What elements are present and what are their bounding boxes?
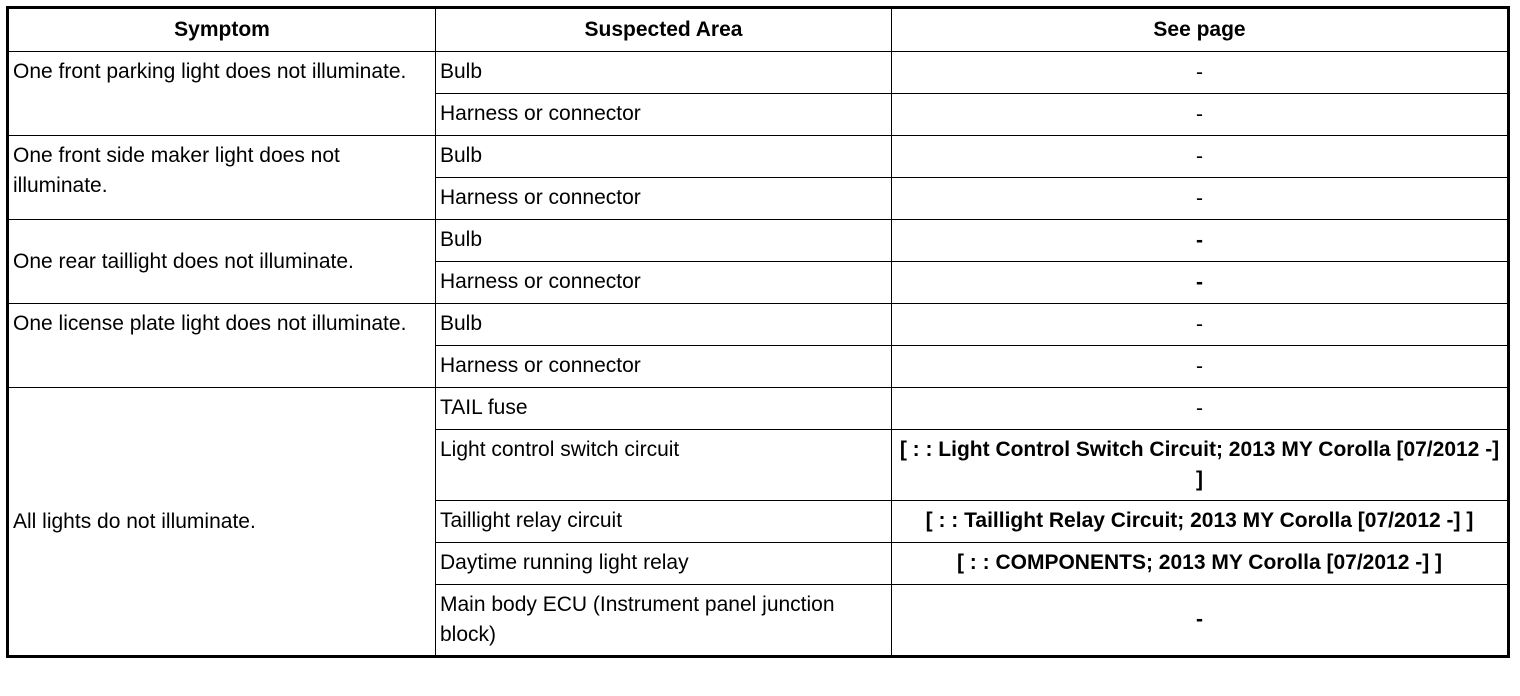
suspected-area-cell: Harness or connector [436, 178, 892, 220]
symptom-cell: One rear taillight does not illuminate. [8, 220, 436, 304]
see-page-cell: - [892, 94, 1509, 136]
see-page-cell: - [892, 136, 1509, 178]
header-suspected-area: Suspected Area [436, 8, 892, 52]
see-page-cell: - [892, 304, 1509, 346]
see-page-cell: - [892, 585, 1509, 657]
suspected-area-cell: Bulb [436, 220, 892, 262]
table-row [8, 136, 1509, 178]
header-symptom: Symptom [8, 8, 436, 52]
table-row [8, 220, 1509, 262]
suspected-area-cell: Bulb [436, 136, 892, 178]
suspected-area-cell: Bulb [436, 304, 892, 346]
see-page-cell: - [892, 220, 1509, 262]
troubleshooting-table [6, 6, 1510, 658]
see-page-cell: - [892, 262, 1509, 304]
see-page-cell: - [892, 346, 1509, 388]
suspected-area-cell: Taillight relay circuit [436, 501, 892, 543]
suspected-area-cell: Harness or connector [436, 94, 892, 136]
see-page-link[interactable]: [ : : Light Control Switch Circuit; 2013 MY Corolla [07/2012 -] ] [892, 430, 1509, 501]
table-row [8, 52, 1509, 94]
suspected-area-cell: Light control switch circuit [436, 430, 892, 501]
see-page-cell: - [892, 388, 1509, 430]
header-see-page: See page [892, 8, 1509, 52]
suspected-area-cell: Main body ECU (Instrument panel junction block) [436, 585, 892, 657]
suspected-area-cell: Harness or connector [436, 262, 892, 304]
see-page-link[interactable]: [ : : COMPONENTS; 2013 MY Corolla [07/2012 -] ] [892, 543, 1509, 585]
table-row [8, 304, 1509, 346]
suspected-area-cell: Bulb [436, 52, 892, 94]
suspected-area-cell: Daytime running light relay [436, 543, 892, 585]
see-page-link[interactable]: [ : : Taillight Relay Circuit; 2013 MY Corolla [07/2012 -] ] [892, 501, 1509, 543]
see-page-cell: - [892, 52, 1509, 94]
suspected-area-cell: Harness or connector [436, 346, 892, 388]
symptom-cell: All lights do not illuminate. [8, 388, 436, 657]
header-row [8, 8, 1509, 52]
symptom-cell: One front parking light does not illuminate. [8, 52, 436, 136]
see-page-cell: - [892, 178, 1509, 220]
suspected-area-cell: TAIL fuse [436, 388, 892, 430]
symptom-cell: One front side maker light does not illuminate. [8, 136, 436, 220]
table-row [8, 388, 1509, 430]
symptom-cell: One license plate light does not illuminate. [8, 304, 436, 388]
